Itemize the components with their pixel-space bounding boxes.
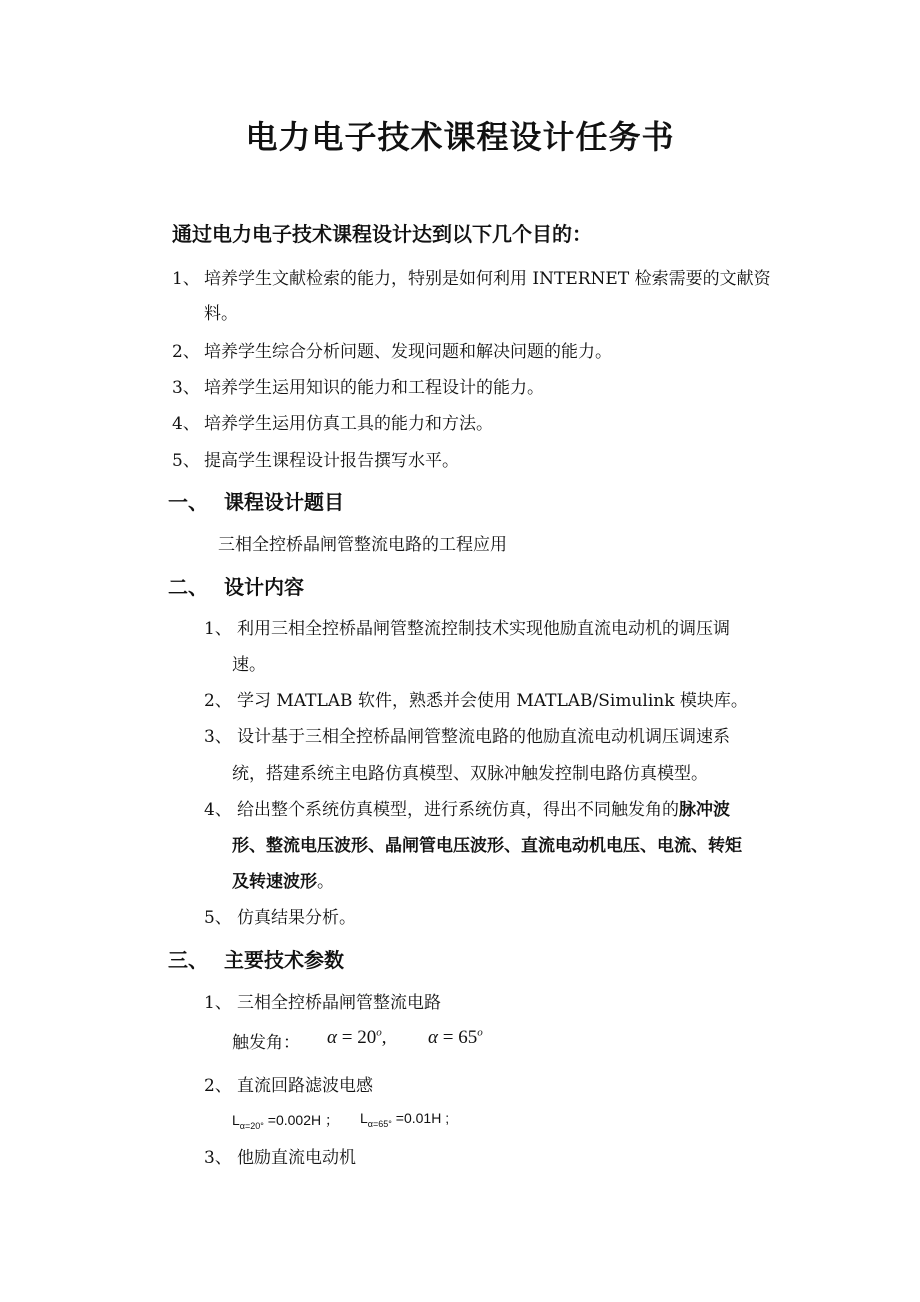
alpha-symbol: α: [327, 1027, 337, 1048]
section-title: 主要技术参数: [224, 948, 344, 972]
objective-text: 提高学生课程设计报告撰写水平。: [204, 451, 459, 471]
trigger-angle-2: [428, 1027, 483, 1049]
angle-value: = 65: [437, 1027, 478, 1048]
section-number: 一、: [168, 490, 208, 514]
content-item-number: 5、: [204, 908, 232, 928]
param-item-text: 三相全控桥晶闸管整流电路: [237, 993, 441, 1013]
inductance-1-sub: α=20°: [239, 1120, 264, 1131]
section-title: 设计内容: [224, 575, 304, 599]
content-item-text: 学习 MATLAB 软件，熟悉并会使用 MATLAB/Simulink 模块库。: [237, 691, 748, 711]
trigger-angle-1: [327, 1027, 386, 1049]
content-item-bold: 形、整流电压波形、晶闸管电压波形、直流电动机电压、电流、转矩: [232, 836, 742, 856]
section-number: 二、: [168, 575, 208, 599]
content-item-text: 速。: [232, 655, 266, 675]
content-item-bold: 及转速波形: [232, 872, 317, 892]
inductance-1-base: L: [232, 1112, 240, 1128]
content-item-text: 仿真结果分析。: [237, 908, 356, 928]
content-item-bold: 脉冲波: [679, 800, 730, 820]
content-item-text: 统，搭建系统主电路仿真模型、双脉冲触发控制电路仿真模型。: [232, 764, 708, 784]
objective-text: 培养学生综合分析问题、发现问题和解决问题的能力。: [204, 342, 612, 362]
topic-text: 三相全控桥晶闸管整流电路的工程应用: [218, 535, 507, 555]
objective-number: 2、: [172, 342, 200, 362]
inductance-values: [232, 1110, 339, 1131]
objective-number: 5、: [172, 451, 200, 471]
inductance-2-base: L: [360, 1110, 368, 1126]
objective-text: 培养学生运用仿真工具的能力和方法。: [204, 414, 493, 434]
inductance-1-value: =0.002H ；: [263, 1112, 339, 1128]
objective-number: 3、: [172, 378, 200, 398]
content-item-number: 4、: [204, 800, 232, 820]
objective-text: 培养学生运用知识的能力和工程设计的能力。: [204, 378, 544, 398]
separator: ,: [381, 1027, 387, 1048]
objective-number: 1、: [172, 269, 200, 289]
content-item-number: 3、: [204, 727, 232, 747]
objective-text: 培养学生文献检索的能力，特别是如何利用 INTERNET 检索需要的文献资: [204, 269, 771, 289]
section-number: 三、: [168, 948, 208, 972]
trigger-angle-label: 触发角：: [232, 1033, 300, 1053]
param-item-text: 直流回路滤波电感: [237, 1076, 373, 1096]
content-item-text: [237, 795, 730, 820]
inductance-2-sub: α=65°: [367, 1118, 392, 1129]
objective-text: 料。: [204, 304, 238, 324]
angle-value: = 20: [336, 1027, 377, 1048]
degree-mark: o: [376, 1026, 382, 1039]
param-item-number: 3、: [204, 1148, 232, 1168]
inductance-2-value: =0.01H ;: [391, 1110, 450, 1126]
content-item-plain: 给出整个系统仿真模型，进行系统仿真，得出不同触发角的: [237, 800, 679, 820]
intro-heading: 通过电力电子技术课程设计达到以下几个目的：: [172, 222, 592, 246]
alpha-symbol: α: [428, 1027, 438, 1048]
content-item-text: [232, 867, 334, 892]
page-title: 电力电子技术课程设计任务书: [245, 118, 675, 156]
degree-mark: o: [477, 1026, 483, 1039]
param-item-number: 1、: [204, 993, 232, 1013]
param-item-text: 他励直流电动机: [237, 1148, 356, 1168]
param-item-number: 2、: [204, 1076, 232, 1096]
content-item-number: 2、: [204, 691, 232, 711]
section-title: 课程设计题目: [224, 490, 344, 514]
content-item-number: 1、: [204, 619, 232, 639]
content-item-text: 设计基于三相全控桥晶闸管整流电路的他励直流电动机调压调速系: [237, 727, 730, 747]
content-item-plain: 。: [317, 872, 334, 892]
objective-number: 4、: [172, 414, 200, 434]
content-item-text: 利用三相全控桥晶闸管整流控制技术实现他励直流电动机的调压调: [237, 619, 730, 639]
inductance-values-2: [360, 1110, 449, 1129]
